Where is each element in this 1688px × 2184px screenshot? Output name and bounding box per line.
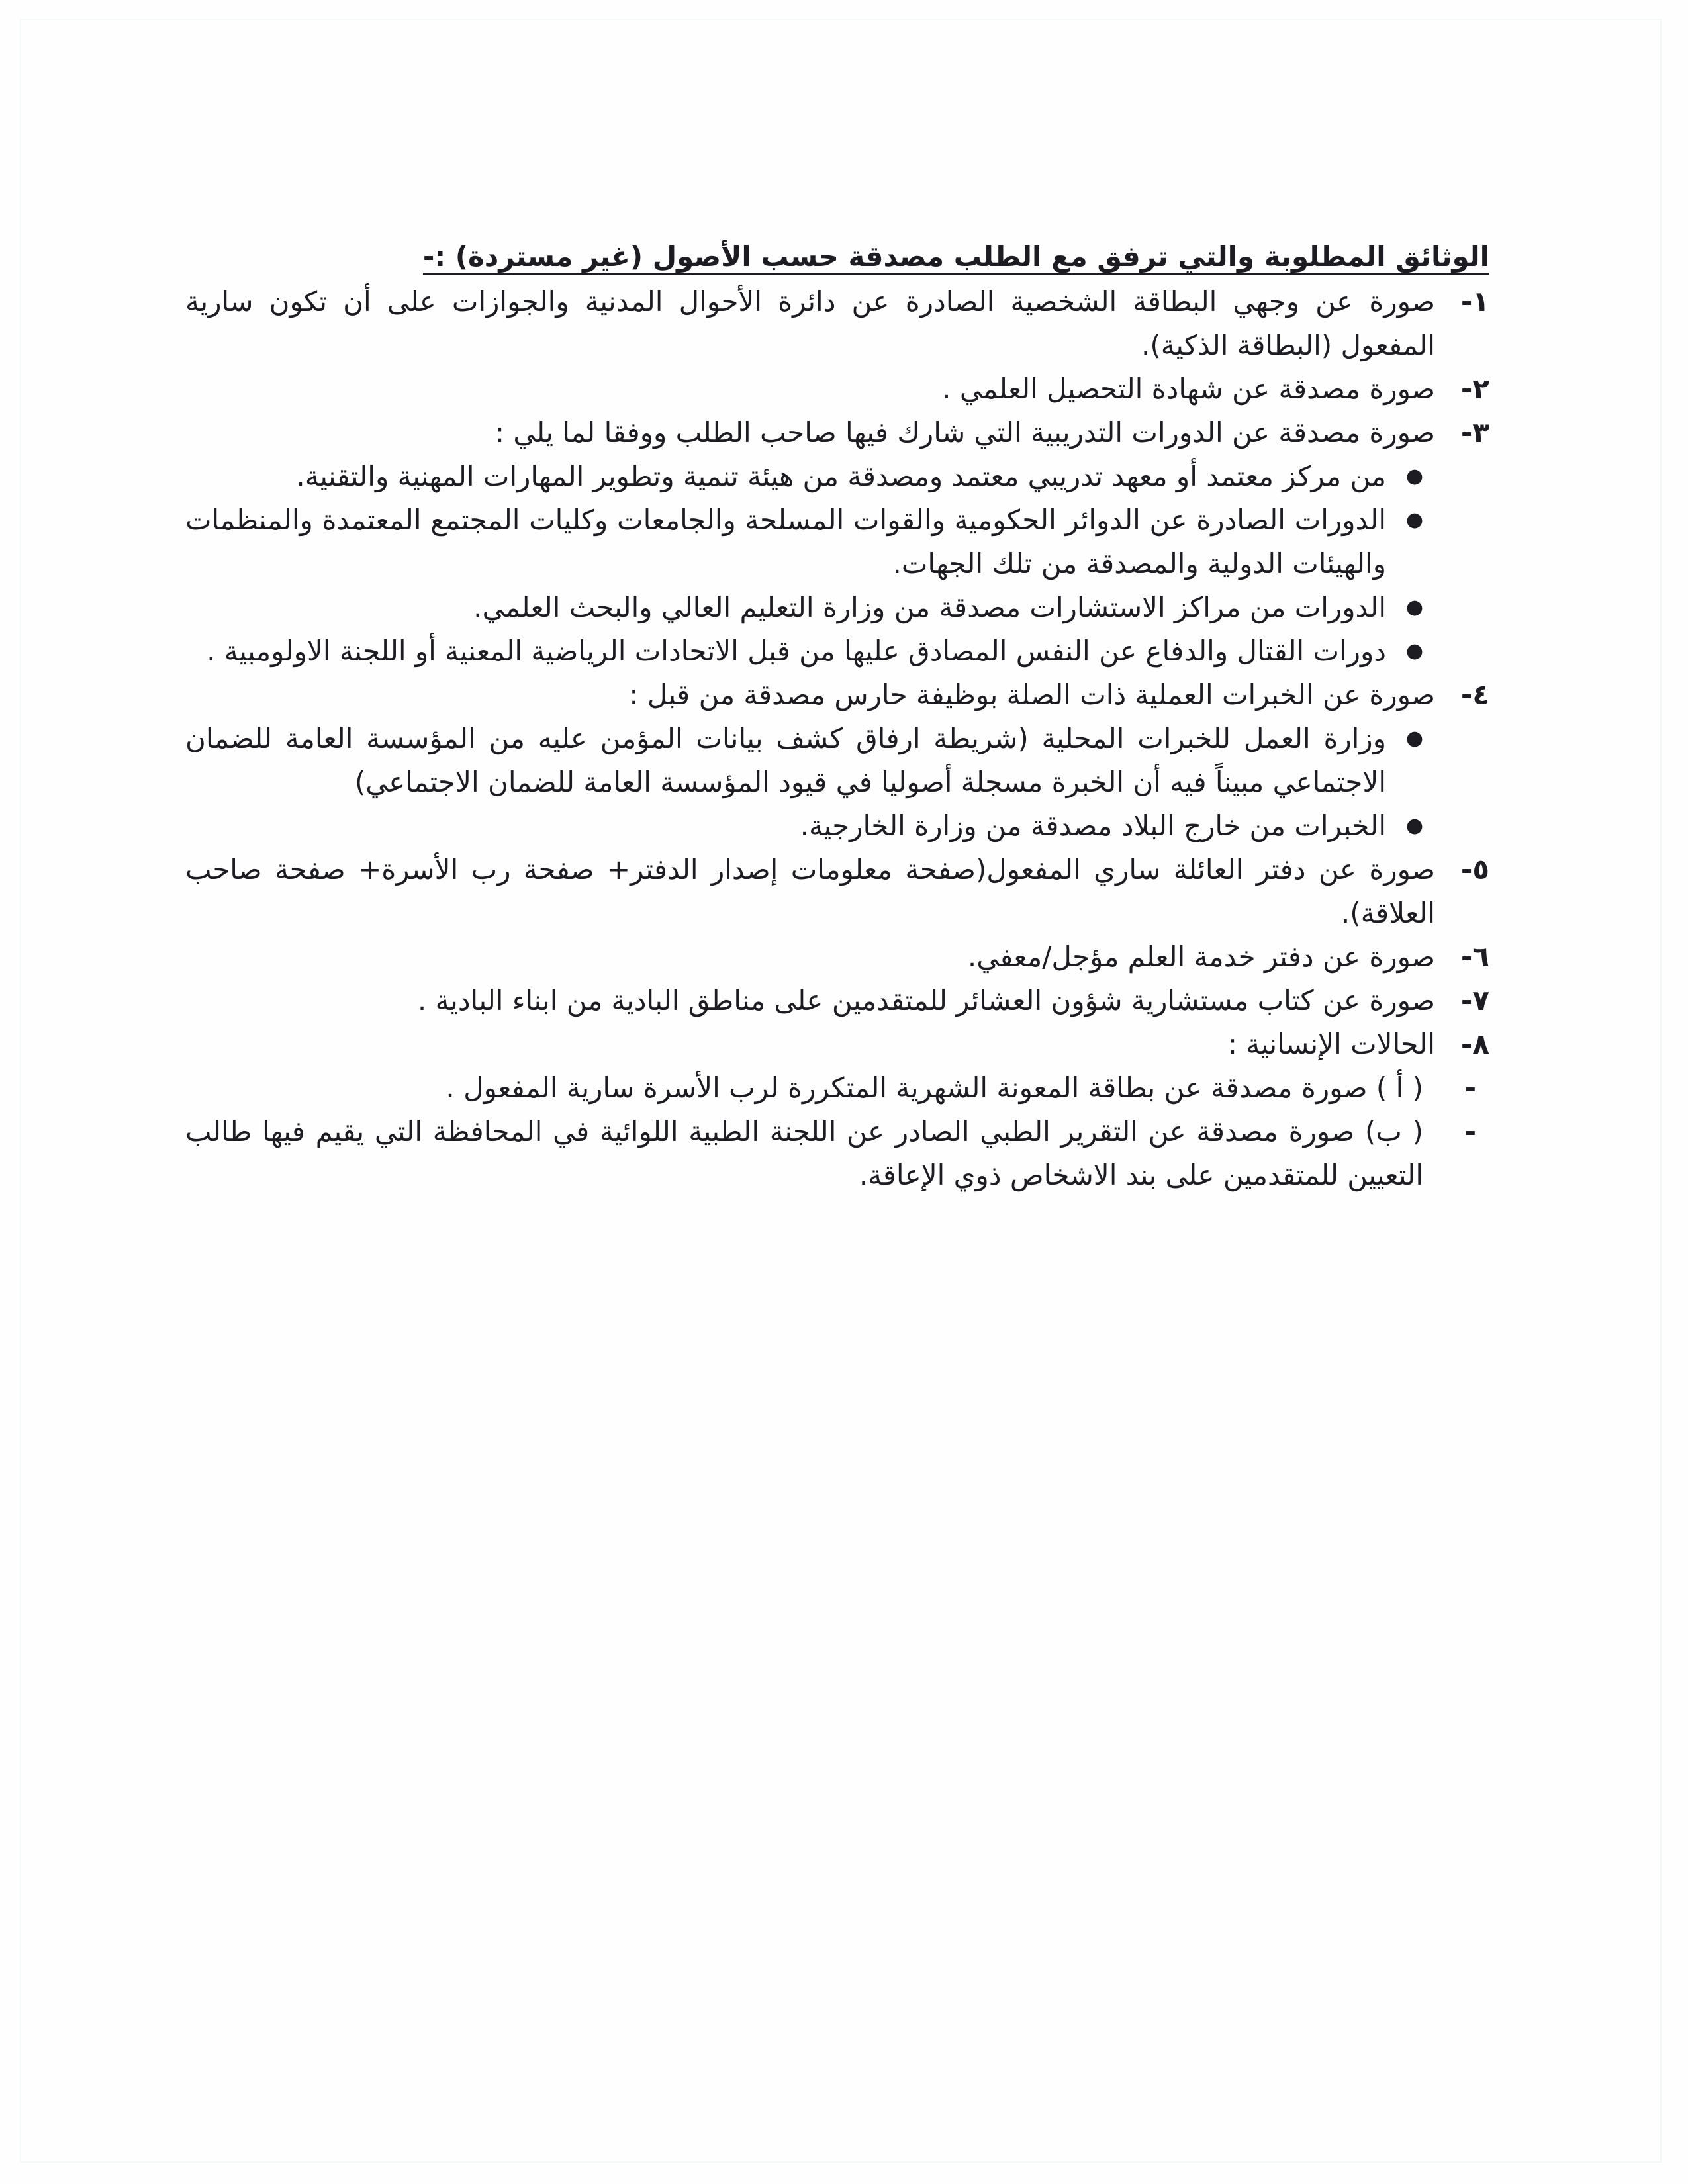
humanitarian-case-b [185, 1110, 1489, 1197]
bullet-icon: ● [1405, 508, 1423, 531]
bullet-item [185, 717, 1489, 804]
bullet-icon: ● [1405, 639, 1423, 662]
requirement-item-8 [185, 1023, 1489, 1066]
item-text: صورة مصدقة عن شهادة التحصيل العلمي . [942, 373, 1435, 405]
item-number: ١- [1460, 285, 1489, 318]
item-number: ٧- [1460, 984, 1489, 1017]
humanitarian-case-a [185, 1066, 1489, 1110]
requirement-item-5 [185, 848, 1489, 935]
bullet-text: دورات القتال والدفاع عن النفس المصادق عليها من قبل الاتحادات الرياضية المعنية أو اللجنة الاولومبية . [207, 635, 1386, 667]
bullet-item [185, 455, 1489, 498]
bullet-item [185, 498, 1489, 586]
requirement-item-3 [185, 411, 1489, 455]
bullet-item [185, 629, 1489, 673]
requirements-section [185, 235, 1489, 1197]
bullet-text: من مركز معتمد أو معهد تدريبي معتمد ومصدقة من هيئة تنمية وتطوير المهارات المهنية والتقنية. [296, 460, 1386, 492]
requirement-item-1 [185, 280, 1489, 367]
item-number: ٥- [1460, 853, 1489, 886]
case-text: ( ب) صورة مصدقة عن التقرير الطبي الصادر عن اللجنة الطبية اللوائية في المحافظة التي يقيم فيها طالب التعيين للمتقدمين على بند الاشخاص ذوي الإعاقة. [185, 1115, 1423, 1191]
requirement-item-2 [185, 367, 1489, 411]
item-number: ٢- [1460, 373, 1489, 405]
bullet-text: الدورات الصادرة عن الدوائر الحكومية والقوات المسلحة والجامعات وكليات المجتمع المعتمدة والمنظمات والهيئات الدولية والمصدقة من تلك الجهات. [185, 504, 1386, 580]
bullet-icon: ● [1405, 596, 1423, 619]
item-text: صورة عن دفتر خدمة العلم مؤجل/معفي. [967, 940, 1435, 973]
bullet-icon: ● [1405, 727, 1423, 750]
bullet-item [185, 804, 1489, 848]
item-text: الحالات الإنسانية : [1227, 1028, 1435, 1060]
dash-marker: - [1464, 1071, 1476, 1104]
item-number: ٦- [1460, 940, 1489, 973]
requirement-item-4 [185, 673, 1489, 717]
requirement-item-6 [185, 935, 1489, 979]
bullet-icon: ● [1405, 465, 1423, 488]
bullet-text: الخبرات من خارج البلاد مصدقة من وزارة الخارجية. [800, 809, 1386, 842]
item-text: صورة عن دفتر العائلة ساري المفعول(صفحة معلومات إصدار الدفتر+ صفحة رب الأسرة+ صفحة صاحب العلاقة). [185, 853, 1435, 929]
item-text: صورة عن الخبرات العملية ذات الصلة بوظيفة حارس مصدقة من قبل : [629, 678, 1435, 711]
item-number: ٨- [1460, 1028, 1489, 1060]
section-heading: الوثائق المطلوبة والتي ترفق مع الطلب مصدقة حسب الأصول (غير مستردة) :- [422, 240, 1489, 273]
bullet-text: وزارة العمل للخبرات المحلية (شريطة ارفاق كشف بيانات المؤمن عليه من المؤسسة العامة للضمان الاجتماعي مبيناً فيه أن الخبرة مسجلة أصوليا في قيود المؤسسة العامة للضمان الاجتماعي) [185, 722, 1386, 798]
requirement-item-7 [185, 979, 1489, 1023]
item-text: صورة مصدقة عن الدورات التدريبية التي شارك فيها صاحب الطلب ووفقا لما يلي : [494, 416, 1435, 449]
dash-marker: - [1464, 1115, 1476, 1148]
bullet-icon: ● [1405, 814, 1423, 837]
case-text: ( أ ) صورة مصدقة عن بطاقة المعونة الشهرية المتكررة لرب الأسرة سارية المفعول . [445, 1071, 1423, 1104]
item-text: صورة عن كتاب مستشارية شؤون العشائر للمتقدمين على مناطق البادية من ابناء البادية . [417, 984, 1435, 1017]
bullet-item [185, 586, 1489, 629]
item-text: صورة عن وجهي البطاقة الشخصية الصادرة عن دائرة الأحوال المدنية والجوازات على أن تكون سارية المفعول (البطاقة الذكية). [185, 285, 1435, 361]
item-number: ٣- [1460, 416, 1489, 449]
item-number: ٤- [1460, 678, 1489, 711]
bullet-text: الدورات من مراكز الاستشارات مصدقة من وزارة التعليم العالي والبحث العلمي. [473, 591, 1386, 623]
